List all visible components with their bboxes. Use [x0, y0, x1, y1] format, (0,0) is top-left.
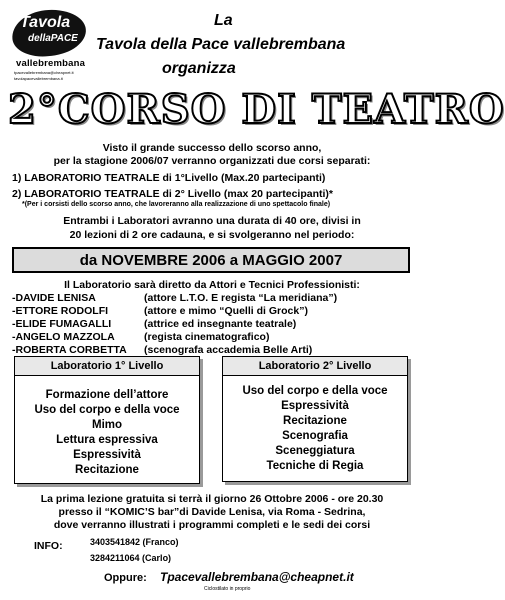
list-item: Formazione dell’attore: [45, 389, 169, 401]
first-lesson-line-2: presso il “KOMIC’S bar”di Davide Lenisa, via Roma - Sedrina,: [58, 506, 366, 518]
page-title: 2°CORSO DI TEATRO: [8, 86, 505, 133]
info-phone-1: 3403541842 (Franco): [90, 537, 179, 547]
contact-email[interactable]: Tpacevallebrembana@cheapnet.it: [160, 570, 354, 584]
teacher-row: [12, 331, 270, 343]
list-item: Uso del corpo e della voce: [242, 385, 388, 397]
list-item: Recitazione: [75, 464, 139, 476]
printed-note: Ciclostilato in proprio: [204, 586, 251, 592]
oppure-label: Oppure:: [104, 572, 147, 584]
lab1-title: Laboratorio 1° Livello: [15, 357, 199, 376]
teacher-name: -ANGELO MAZZOLA: [12, 331, 115, 343]
intro-line-1: Visto il grande successo dello scorso anno,: [102, 142, 322, 154]
course-footnote: *(Per i corsisti dello scorso anno, che lavoreranno alla realizzazione di uno spettacolo finale): [22, 201, 331, 208]
period-box: [12, 247, 410, 273]
lab1-box: [14, 356, 200, 484]
teacher-row: [12, 318, 297, 330]
course-2: 2) LABORATORIO TEATRALE di 2° Livello (max 20 partecipanti)*: [12, 188, 333, 200]
teacher-role: (attore e mimo “Quelli di Grock”): [144, 305, 308, 317]
logo-email: tpacevallebrembana@cheapnet.it: [14, 70, 74, 75]
teacher-name: -ETTORE RODOLFI: [12, 305, 109, 317]
teacher-role: (attrice ed insegnante teatrale): [144, 318, 297, 330]
lab2-title: Laboratorio 2° Livello: [223, 357, 407, 376]
lab1-list: [15, 388, 199, 478]
logo-website: tavolapacevallebrembana.it: [14, 76, 63, 81]
list-item: Espressività: [281, 400, 349, 412]
list-item: Mimo: [91, 419, 123, 431]
lab2-box: [222, 356, 408, 482]
lab2-list: [223, 384, 407, 474]
list-item: Sceneggiatura: [275, 445, 355, 457]
teacher-name: -ROBERTA CORBETTA: [12, 344, 127, 356]
teacher-role: (attore L.T.O. E regista “La meridiana”): [144, 292, 338, 304]
list-item: Lettura espressiva: [56, 434, 158, 446]
teacher-row: [12, 292, 338, 304]
teacher-row: [12, 344, 313, 356]
header-la: La: [214, 12, 233, 29]
logo-text-vallebrembana: vallebrembana: [16, 58, 86, 69]
duration-line-2: 20 lezioni di 2 ore cadauna, e si svolgeranno nel periodo:: [69, 229, 355, 241]
teacher-role: (scenografa accademia Belle Arti): [144, 344, 313, 356]
teacher-name: -DAVIDE LENISA: [12, 292, 96, 304]
list-item: Scenografia: [282, 430, 348, 442]
info-phone-2: 3284211064 (Carlo): [90, 553, 172, 563]
teacher-row: [12, 305, 308, 317]
info-label: INFO:: [34, 540, 63, 552]
duration-line-1: Entrambi i Laboratori avranno una durata di 40 ore, divisi in: [63, 215, 361, 227]
header-org: Tavola della Pace vallebrembana: [96, 36, 346, 53]
first-lesson-line-1: La prima lezione gratuita si terrà il giorno 26 Ottobre 2006 - ore 20.30: [40, 493, 384, 505]
intro-line-2: per la stagione 2006/07 verranno organizzati due corsi separati:: [53, 155, 371, 167]
header-organizza: organizza: [162, 60, 236, 77]
teacher-role: (regista cinematografico): [144, 331, 270, 343]
logo-text-dellapace: dellaPACE: [28, 33, 78, 44]
teacher-name: -ELIDE FUMAGALLI: [12, 318, 112, 330]
directed-by: Il Laboratorio sarà diretto da Attori e Tecnici Professionisti:: [64, 279, 360, 291]
list-item: Recitazione: [283, 415, 347, 427]
period-text: da NOVEMBRE 2006 a MAGGIO 2007: [79, 251, 343, 269]
logo-text-tavola: Tavola: [20, 14, 71, 31]
logo: [8, 6, 98, 82]
first-lesson-line-3: dove verranno illustrati i programmi completi e le sedi dei corsi: [53, 519, 371, 531]
course-1: 1) LABORATORIO TEATRALE di 1°Livello (Max.20 partecipanti): [12, 172, 326, 184]
list-item: Espressività: [73, 449, 141, 461]
list-item: Tecniche di Regia: [266, 460, 364, 472]
list-item: Uso del corpo e della voce: [34, 404, 180, 416]
